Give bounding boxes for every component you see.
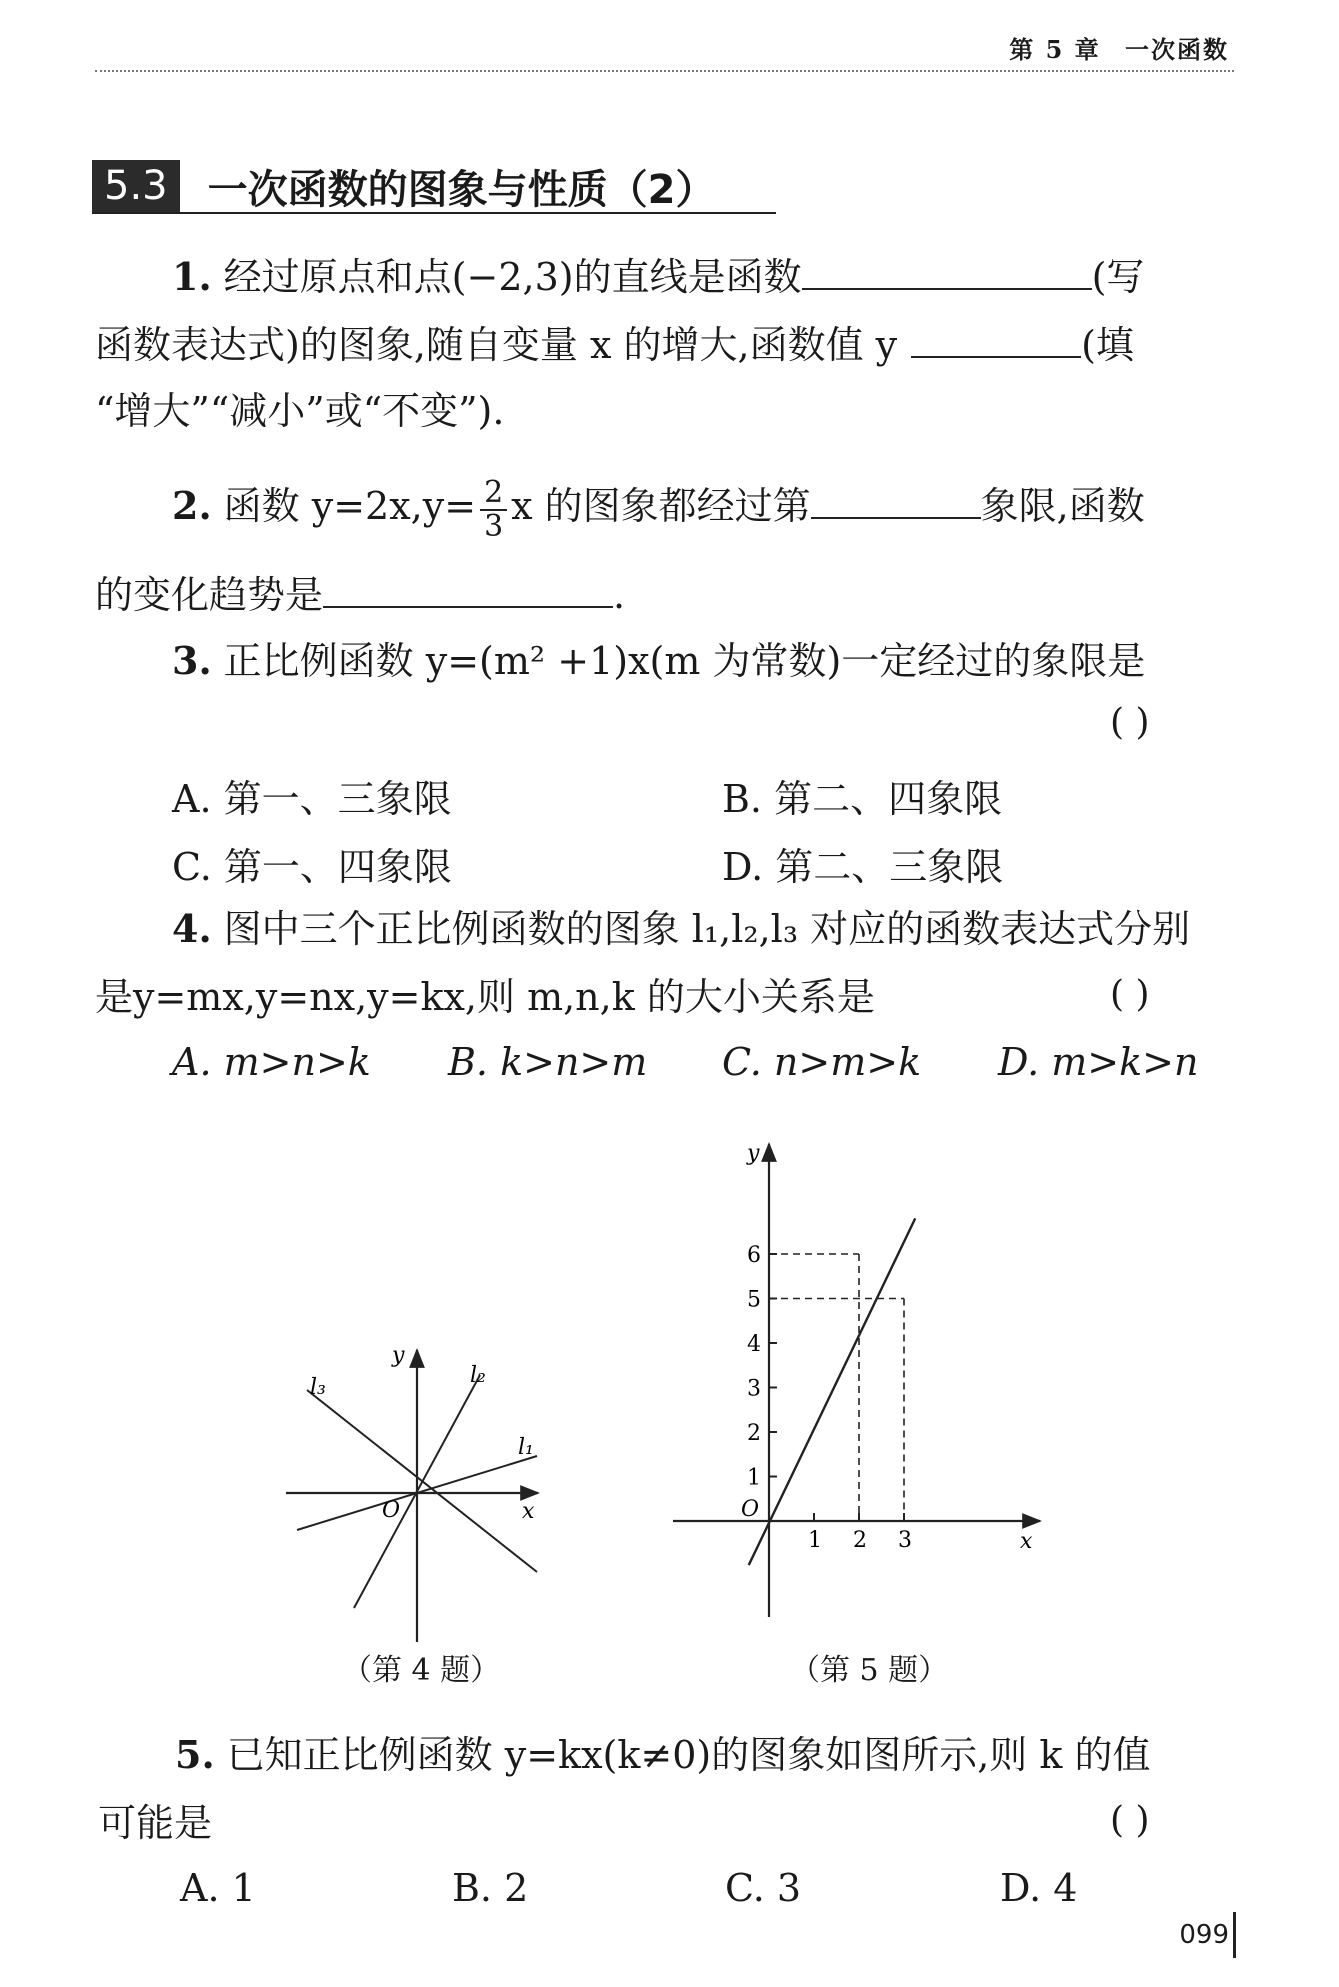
- figure-5: [655, 1130, 1055, 1650]
- q1-text-d: (填: [1081, 323, 1134, 367]
- q5-option-a[interactable]: A. 1: [180, 1866, 256, 1910]
- fig5-caption: （第 5 题）: [790, 1653, 949, 1688]
- q4-line1: [172, 904, 1190, 954]
- q5-option-b[interactable]: B. 2: [452, 1866, 529, 1910]
- q1-line3: “增大”“减小”或“不变”).: [95, 389, 505, 433]
- q3-option-a[interactable]: A. 第一、三象限: [172, 777, 452, 821]
- q1-line2: [95, 318, 1134, 370]
- q5-number: 5.: [175, 1732, 215, 1777]
- q2-number: 2.: [172, 483, 212, 528]
- fig5-y-tick-label: 6: [747, 1243, 761, 1268]
- fig5-x-label: x: [1020, 1529, 1033, 1554]
- fig5-x-tick-label: 1: [808, 1528, 822, 1553]
- q5-option-c[interactable]: C. 3: [725, 1866, 802, 1910]
- fig5-y-tick-label: 4: [747, 1332, 761, 1357]
- fig4-l1-label: l₁: [518, 1435, 534, 1460]
- section-title: 一次函数的图象与性质（2）: [207, 166, 716, 213]
- q3-line1: [172, 636, 1145, 686]
- q5-line1: [175, 1730, 1150, 1780]
- q1-number: 1.: [172, 254, 212, 299]
- q2-line2: [95, 568, 625, 620]
- section-number: 5.3: [92, 160, 180, 212]
- q3-option-d[interactable]: D. 第二、三象限: [722, 845, 1004, 889]
- q4-text-1: 图中三个正比例函数的图象 l₁,l₂,l₃ 对应的函数表达式分别: [223, 907, 1191, 951]
- header-chapter: 第 5 章: [1009, 35, 1101, 64]
- q1-text-c: 函数表达式)的图象,随自变量 x 的增大,函数值 y: [95, 323, 898, 367]
- q2-text-d: 的变化趋势是: [95, 573, 324, 617]
- q3-text: 正比例函数 y=(m² +1)x(m 为常数)一定经过的象限是: [223, 639, 1146, 683]
- fig5-x-ticks: [808, 1513, 912, 1553]
- running-header: [995, 30, 1229, 65]
- fig4-l3-label: l₃: [310, 1375, 326, 1400]
- section-heading: [92, 160, 776, 214]
- header-divider: [95, 70, 1234, 72]
- q4-answer-paren[interactable]: ( ): [1110, 974, 1150, 1015]
- q1-line1: [172, 250, 1144, 302]
- q2-frac-num: 2: [480, 477, 507, 511]
- fig4-origin-label: O: [382, 1498, 401, 1523]
- q1-blank-1[interactable]: [802, 250, 1092, 290]
- q3-option-c[interactable]: C. 第一、四象限: [172, 845, 452, 889]
- q4-option-a[interactable]: A. m>n>k: [172, 1040, 371, 1084]
- q2-text-b: x 的图象都经过第: [511, 484, 811, 528]
- q2-fraction: [480, 474, 507, 544]
- fig5-y-label: y: [747, 1141, 760, 1166]
- fig5-x-tick-label: 2: [853, 1528, 867, 1553]
- fig5-y-tick-label: 2: [747, 1421, 761, 1446]
- fig5-y-tick-label: 3: [747, 1376, 761, 1402]
- q5-option-d[interactable]: D. 4: [1000, 1866, 1078, 1910]
- figure-4: [270, 1330, 570, 1650]
- page-number-bar: [1233, 1912, 1236, 1958]
- q2-line1: [172, 476, 1145, 543]
- fig5-y-ticks: [747, 1243, 777, 1491]
- q3-number: 3.: [172, 638, 212, 683]
- q1-text-a: 经过原点和点(−2,3)的直线是函数: [223, 255, 802, 299]
- fig5-function-line: [749, 1218, 916, 1565]
- fig5-y-tick-label: 5: [747, 1287, 761, 1313]
- q5-answer-paren[interactable]: ( ): [1110, 1800, 1150, 1841]
- q4-option-d[interactable]: D. m>k>n: [998, 1040, 1199, 1084]
- fig4-l2-label: l₂: [470, 1363, 486, 1388]
- fig4-caption: （第 4 题）: [342, 1653, 501, 1688]
- q2-text-a: 函数 y=2x,y=: [223, 484, 477, 528]
- q1-blank-2[interactable]: [911, 318, 1081, 358]
- fig4-y-label: y: [392, 1343, 405, 1368]
- q5-line2: 可能是: [98, 1801, 213, 1845]
- fig5-y-tick-label: 1: [747, 1465, 761, 1491]
- q2-blank-2[interactable]: [323, 568, 613, 608]
- q2-text-e: .: [613, 573, 626, 617]
- fig4-line-l3: [307, 1390, 537, 1572]
- q3-answer-paren[interactable]: ( ): [1110, 702, 1150, 743]
- q2-blank-1[interactable]: [811, 479, 981, 519]
- q5-text-1: 已知正比例函数 y=kx(k≠0)的图象如图所示,则 k 的值: [226, 1733, 1151, 1777]
- fig5-origin-label: O: [741, 1497, 760, 1522]
- q2-text-c: 象限,函数: [980, 484, 1145, 528]
- q4-option-b[interactable]: B. k>n>m: [448, 1040, 648, 1084]
- q4-option-c[interactable]: C. n>m>k: [722, 1040, 922, 1084]
- q1-text-b: (写: [1091, 255, 1145, 299]
- q4-number: 4.: [172, 906, 212, 951]
- q4-line2: 是y=mx,y=nx,y=kx,则 m,n,k 的大小关系是: [95, 975, 875, 1019]
- page-number: 099: [1179, 1920, 1229, 1950]
- q3-option-b[interactable]: B. 第二、四象限: [722, 777, 1003, 821]
- header-title: 一次函数: [1125, 35, 1229, 64]
- q2-frac-den: 3: [484, 508, 504, 544]
- fig5-x-tick-label: 3: [898, 1528, 912, 1553]
- fig4-x-label: x: [522, 1499, 535, 1524]
